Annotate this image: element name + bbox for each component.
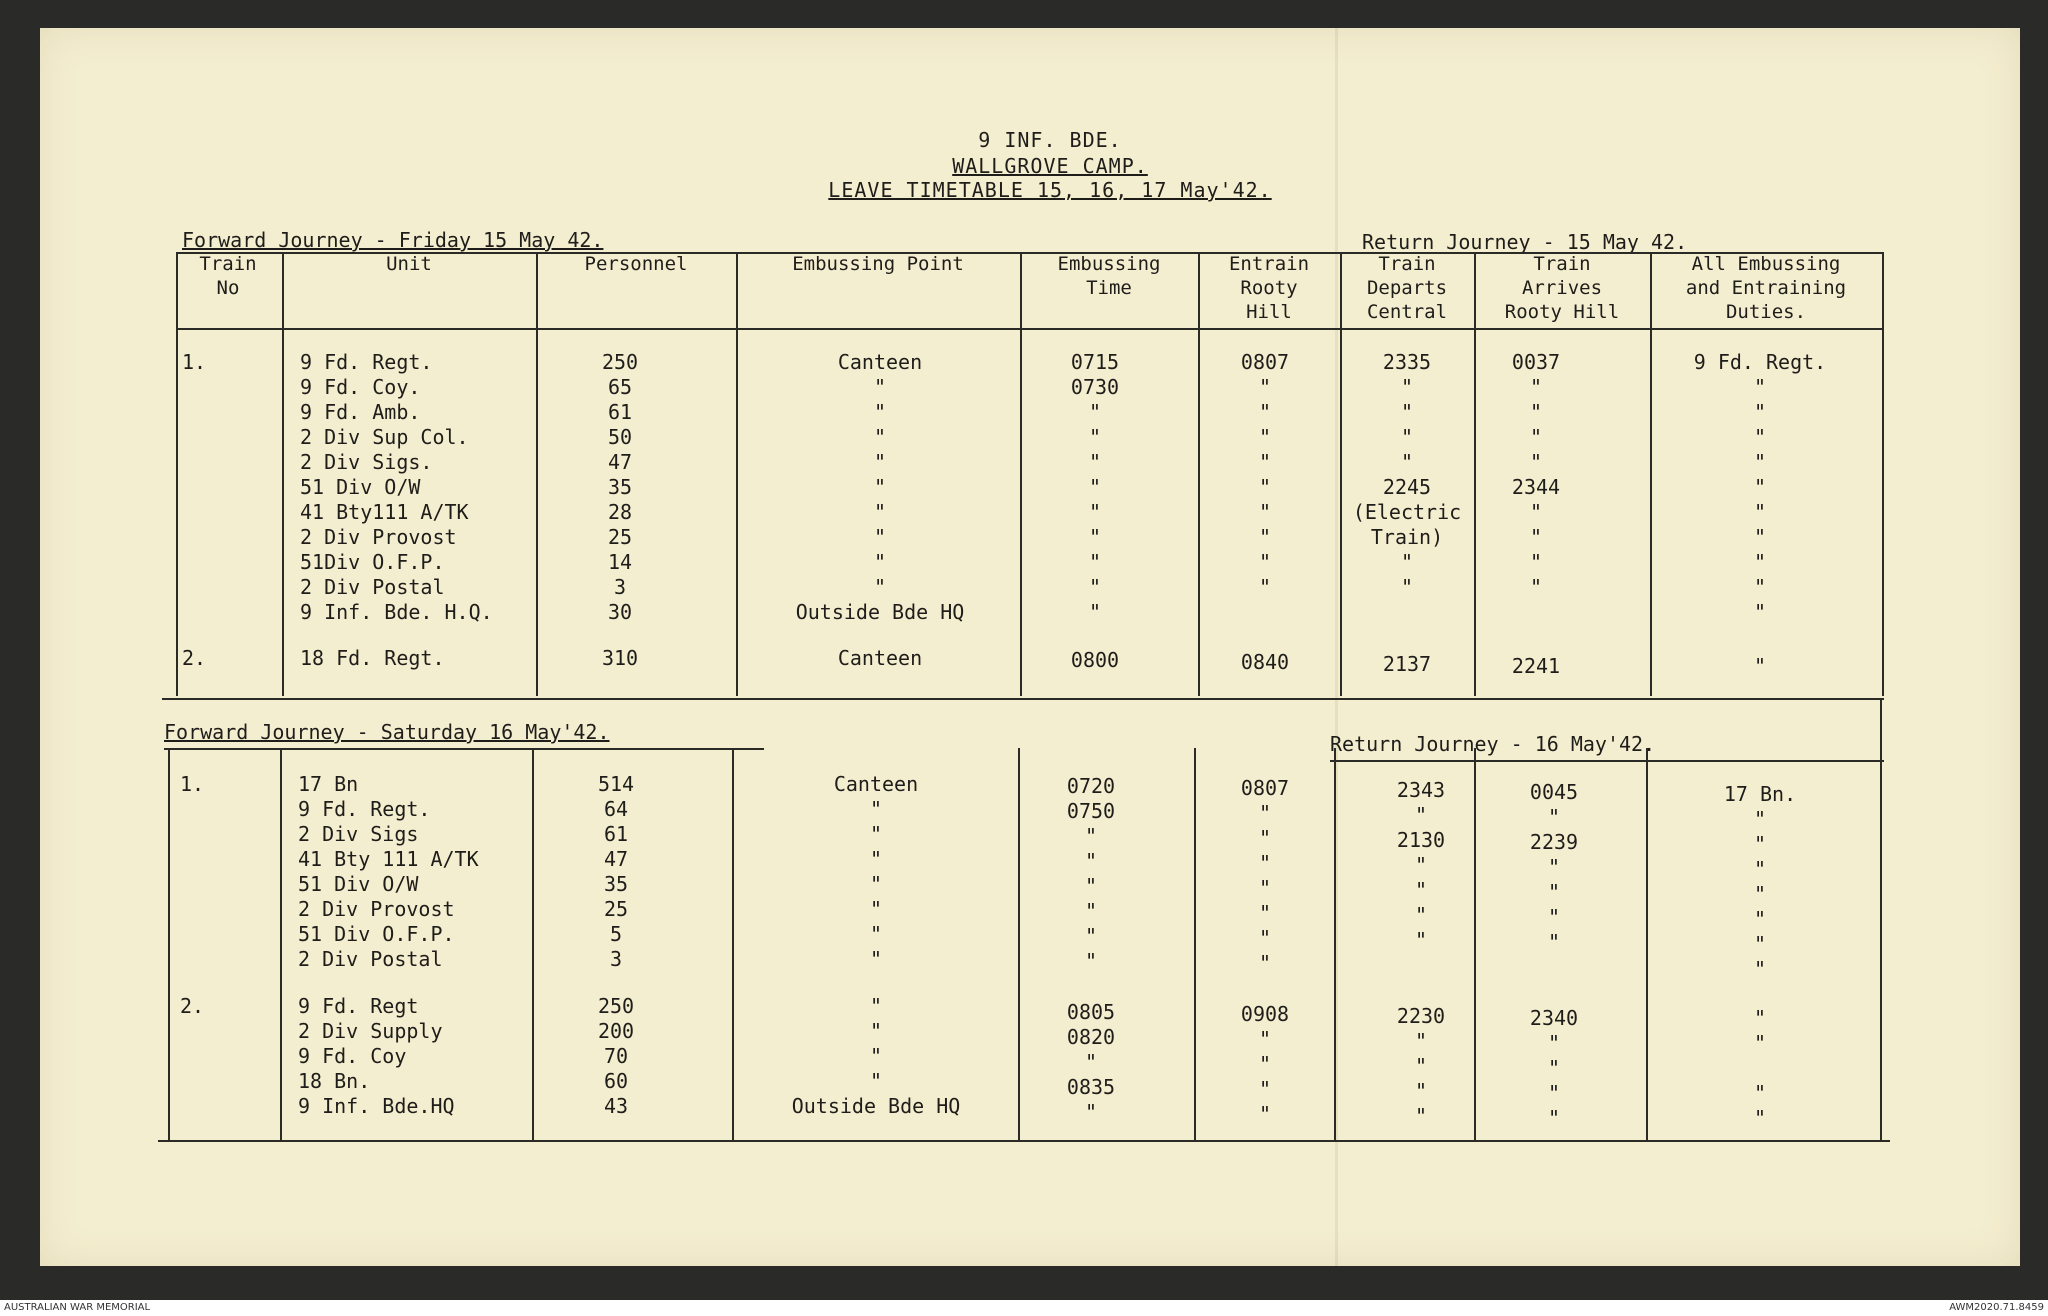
duties-list: " xyxy=(1753,654,1767,678)
col-header-unit: Unit xyxy=(386,253,432,275)
personnel-list: 250 65 61 50 47 35 28 25 14 3 30 xyxy=(601,350,639,624)
entrain-time-list: 0840 xyxy=(1240,650,1290,674)
col-divider xyxy=(536,252,538,696)
col-header-train-departs: Train Departs Central xyxy=(1366,253,1448,323)
depart-time-list: 2335 " " " " 2245 (Electric Train) " " xyxy=(1352,350,1462,599)
train-number: 2. xyxy=(182,646,207,670)
personnel-list: 250 200 70 60 43 xyxy=(597,994,635,1118)
col-divider xyxy=(732,748,734,1140)
col-header-entrain: Entrain Rooty Hill xyxy=(1228,253,1310,323)
depart-time-list: 2343 " 2130 " " " " xyxy=(1396,778,1446,952)
table-bottom-rule xyxy=(158,1140,1890,1142)
col-divider xyxy=(282,252,284,696)
forward-journey-title-1: Forward Journey - Friday 15 May 42. xyxy=(182,228,604,252)
col-divider xyxy=(1194,748,1196,1140)
train-number: 2. xyxy=(180,994,205,1018)
unit-list: 17 Bn 9 Fd. Regt. 2 Div Sigs 41 Bty 111 A/TK 51 Div O/W 2 Div Provost 51 Div O.F.P. 2 Div Postal xyxy=(298,772,479,971)
embussing-time-list: 0805 0820 " 0835 " xyxy=(1066,1000,1116,1124)
unit-list: 18 Fd. Regt. xyxy=(300,646,445,670)
arrive-time-list: 2241 xyxy=(1511,654,1561,678)
entrain-time-list: 0807 " " " " " " " xyxy=(1240,776,1290,975)
embussing-point-list: Canteen " " " " " " " " " Outside Bde HQ xyxy=(795,350,965,624)
col-divider xyxy=(532,748,534,1140)
duties-list: 9 Fd. Regt. " " " " " " " " " " xyxy=(1693,350,1827,624)
arrive-time-list: 2340 " " " " xyxy=(1529,1006,1579,1130)
train-number: 1. xyxy=(182,350,207,374)
train-number: 1. xyxy=(180,772,205,796)
depart-time-list: 2230 " " " " xyxy=(1396,1004,1446,1128)
brigade-title: 9 INF. BDE. xyxy=(978,128,1122,152)
col-divider xyxy=(176,252,178,696)
section-divider-rule xyxy=(162,698,1884,700)
camp-title: WALLGROVE CAMP. xyxy=(952,154,1148,178)
embussing-time-list: 0800 xyxy=(1070,648,1120,672)
col-divider xyxy=(168,748,170,1140)
section2-return-rule xyxy=(1330,760,1884,762)
col-header-train-no: Train No xyxy=(199,253,257,299)
table-header-rule xyxy=(178,328,1884,330)
col-header-train-arrives: Train Arrives Rooty Hill xyxy=(1504,253,1620,323)
col-header-duties: All Embussing and Entraining Duties. xyxy=(1685,253,1847,323)
col-divider xyxy=(1020,252,1022,696)
return-journey-title-2: Return Journey - 16 May'42. xyxy=(1330,732,1656,756)
col-divider xyxy=(280,748,282,1140)
embussing-point-list: Canteen " " " " " " " xyxy=(833,772,919,971)
col-header-embussing-time: Embussing Time xyxy=(1057,253,1161,299)
personnel-list: 310 xyxy=(601,646,639,670)
archive-footer xyxy=(0,1300,2048,1316)
timetable-title: LEAVE TIMETABLE 15, 16, 17 May'42. xyxy=(828,178,1272,202)
col-header-embussing-point: Embussing Point xyxy=(792,253,964,275)
col-divider xyxy=(1880,698,1882,1140)
depart-time-list: 2137 xyxy=(1382,652,1432,676)
entrain-time-list: 0807 " " " " " " " " " xyxy=(1240,350,1290,599)
arrive-time-list: 0037 " " " " 2344 " " " " xyxy=(1511,350,1561,599)
embussing-time-list: 0715 0730 " " " " " " " " " xyxy=(1070,350,1120,624)
col-divider xyxy=(1646,748,1648,1140)
unit-list: 9 Fd. Regt 2 Div Supply 9 Fd. Coy 18 Bn. 9 Inf. Bde.HQ xyxy=(298,994,455,1118)
embussing-point-list: " " " " Outside Bde HQ xyxy=(791,994,961,1118)
archive-reference: AWM2020.71.8459 xyxy=(1949,1302,2044,1313)
col-divider xyxy=(1018,748,1020,1140)
personnel-list: 514 64 61 47 35 25 5 3 xyxy=(597,772,635,971)
duties-list: " " " " xyxy=(1753,1006,1767,1130)
arrive-time-list: 0045 " 2239 " " " " xyxy=(1529,780,1579,954)
return-journey-title-1: Return Journey - 15 May 42. xyxy=(1362,230,1688,254)
duties-list: 17 Bn. " " " " " " " xyxy=(1723,782,1797,981)
section2-forward-rule xyxy=(164,748,764,750)
col-divider xyxy=(1882,252,1884,696)
forward-journey-title-2: Forward Journey - Saturday 16 May'42. xyxy=(164,720,610,744)
unit-list: 9 Fd. Regt. 9 Fd. Coy. 9 Fd. Amb. 2 Div Sup Col. 2 Div Sigs. 51 Div O/W 41 Bty111 A/TK 2 Div Provost 51Div O.F.P. 2 Div Postal 9 Inf. Bde. H.Q. xyxy=(300,350,493,624)
embussing-point-list: Canteen xyxy=(837,646,923,670)
col-divider xyxy=(1334,748,1336,1140)
archive-name: AUSTRALIAN WAR MEMORIAL xyxy=(4,1302,151,1313)
col-divider xyxy=(736,252,738,696)
entrain-time-list: 0908 " " " " xyxy=(1240,1002,1290,1126)
embussing-time-list: 0720 0750 " " " " " " xyxy=(1066,774,1116,973)
col-header-personnel: Personnel xyxy=(584,253,688,275)
